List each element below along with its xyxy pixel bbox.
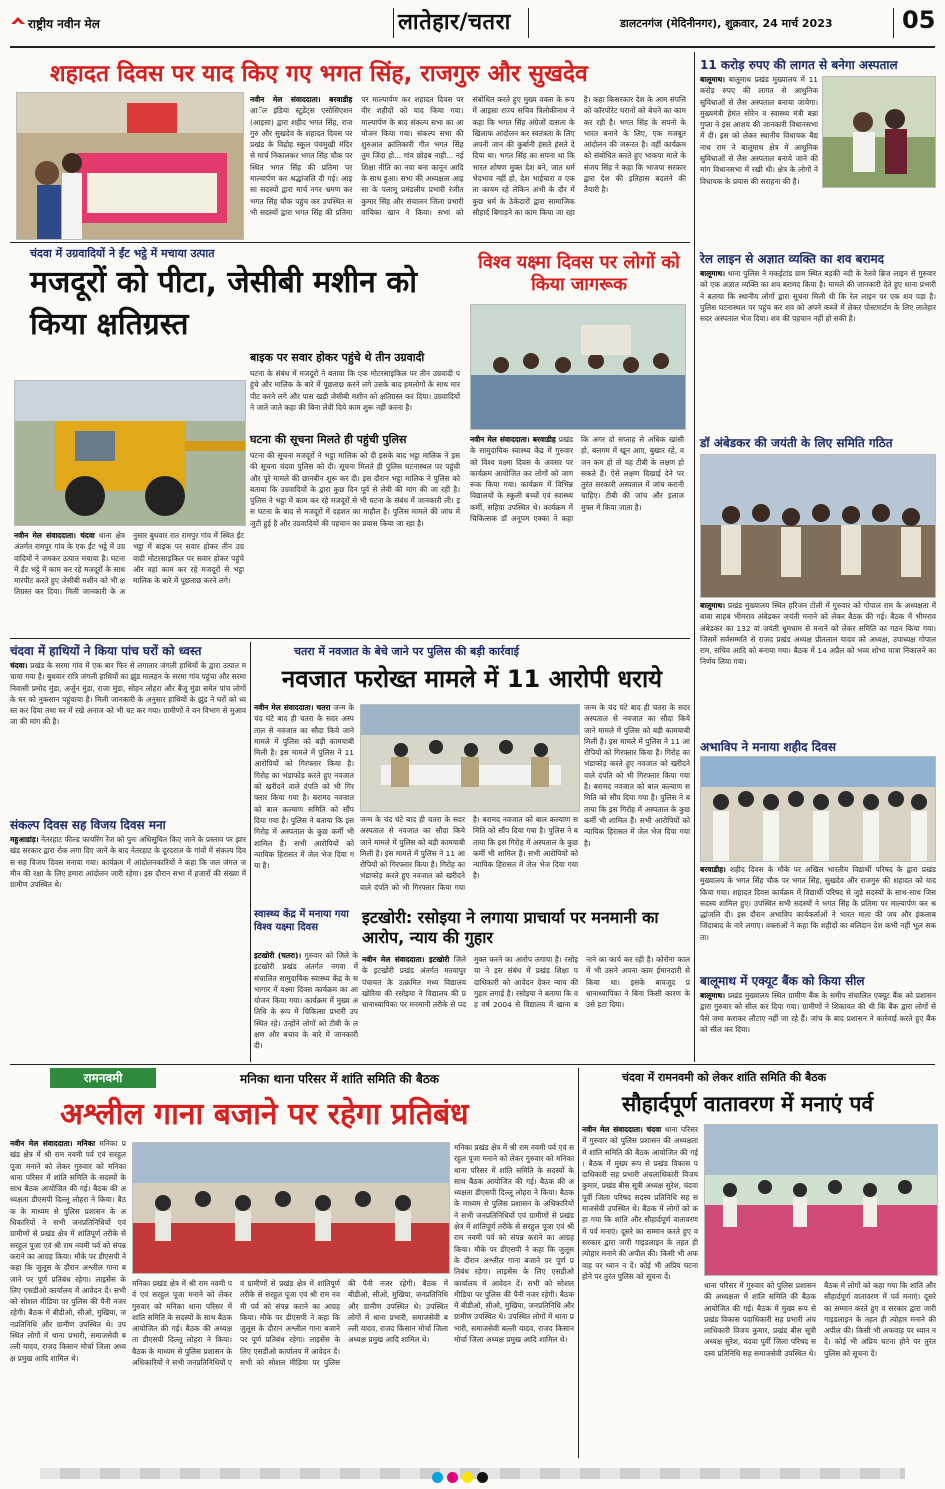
headline: डॉ अंबेडकर की जयंती के लिए समिति गठित: [700, 436, 893, 450]
headline: स्वास्थ्य केंद्र में मनाया गया विश्व यक्ष्मा दिवस: [254, 909, 349, 933]
news-photo: [14, 380, 246, 526]
article-body: नवीन मेल संवाददाता। चंदवा थाना परिसर में गुरुवार को पुलिस प्रशासन की अध्यक्षता में शांति समिति की बैठक आयोजित की गई। बैठक में मुख्य रूप से प्रखंड विकास पदाधिकारी सह प्रभारी अंचलाधिकारी विजय कुमार, प्रखंड बीस सूत्री अध्यक्ष सुरेश, चंदवा पूर्वी जिला परिषद सदस्य प्रतिनिधि सह समाजसेवी उपस्थित थे। बैठक में लोगों को कहा गया कि शांति और सौहार्दपूर्ण वातावरण में पर्व मनाएं। दूसरे का सम्मान करते हुए व सरकार द्वारा जारी गाइडलाइन के तहत ही त्योहार मनाने की अपील की। किसी भी अफवाह पर ध्यान न दें। कोई भी अप्रिय घटना होने पर तुरंत पुलिस को सूचना दें।: [582, 1125, 698, 1281]
article-body: मनिका प्रखंड क्षेत्र में श्री राम नवमी पर्व एवं सरहुल पूजा मनाने को लेकर गुरुवार को मनिका थाना परिसर में शांति समिति के सदस्यों के साथ बैठक आयोजित की गई। बैठक की अध्यक्षता डीएसपी दिल्लू लोहरा ने किया। बैठक के माध्यम से पुलिस प्रशासन के अधिकारियों ने सभी जनप्रतिनिधियों एवं ग्रामीणों से प्रखंड क्षेत्र में शांतिपूर्ण तरीके से सरहुल पूजा एवं श्री राम नवमी पर्व को संपन्न कराने का आग्रह किया। मौके पर डीएसपी ने कहा कि जुलूस के दौरान अश्लील गाना बजाने पर पूर्ण प्रतिबंध रहेगा। लाइसेंस के लिए एसडीओ कार्यालय में आवेदन दें। सभी को सोशल मीडिया पर पुलिस की पैनी नजर रहेगी। बैठक में बीडीओ, सीओ, मुखिया, जनप्रतिनिधि और ग्रामीण उपस्थित थे। उपस्थित लोगों में थाना प्रभारी, समाजसेवी बल्ली यादव, राजद किसान मोर्चा जिला अध्यक्ष प्रमुख आदि शामिल थे।: [454, 1143, 574, 1345]
article-body: घटना की सूचना मजदूरों ने भट्ठा मालिक को दी इसके बाद भट्ठा मालिक ने इसकी सूचना चंदवा पुलिस को दी। सूचना मिलते ही पुलिस घटनास्थल पर पहुंची और पूरे मामले की छानबीन शुरू कर दी। इस दौरान भट्ठा मालिक ने पुलिस को बताया कि उग्रवादियों के द्वारा कुछ दिन पूर्व से लेवी की मांग की जा रही है। पुलिस ने भट्ठा में काम कर रहे मजदूरों से भी घटना के संबंध में जानकारी ली। इस घटना के बाद से मजदूरों में दहशत का माहौल है। पुलिस मामले की जांच में जुटी हुई है और उग्रवादियों की पहचान का प्रयास किया जा रहा है।: [250, 451, 460, 528]
article-body: चंदवा। प्रखंड के सरमा गांव में एक बार फिर से लगातार जंगली हाथियों के द्वारा उत्पात मचाया गया है। बुधवार रात्रि जंगली हाथियों का झुंड मालहन के सरमा गांव पहुंचा और सरमा निवासी प्रमोद मुंडा, अर्जुन मुंडा, राजा मुंडा, सोहन लोहरा और बैजू मुंडा समेत पांच लोगों के घर को नुकसान पहुंचाया है। मिली जानकारी के अनुसार हाथियों के झुंड ने घरों को ध्वस्त कर दिया तथा घर में रखे अनाज को भी चट कर गया। ग्रामीणों ने वन विभाग से मुआवजा की मांग की है।: [10, 661, 246, 727]
color-dots: [430, 1468, 520, 1479]
story-sankalp: [10, 816, 246, 1062]
article-body: थाना परिसर में गुरुवार को पुलिस प्रशासन की अध्यक्षता में शांति समिति की बैठक आयोजित की गई। बैठक में मुख्य रूप से प्रखंड विकास पदाधिकारी सह प्रभारी अंचलाधिकारी विजय कुमार, प्रखंड बीस सूत्री अध्यक्ष सुरेश, चंदवा पूर्वी जिला परिषद सदस्य प्रतिनिधि सह समाजसेवी उपस्थित थे। बैठक में लोगों को कहा गया कि शांति और सौहार्दपूर्ण वातावरण में पर्व मनाएं। दूसरे का सम्मान करते हुए व सरकार द्वारा जारी गाइडलाइन के तहत ही त्योहार मनाने की अपील की। किसी भी अफवाह पर ध्यान न दें। कोई भी अप्रिय घटना होने पर तुरंत पुलिस को सूचना दें।: [704, 1281, 936, 1358]
headline: इटखोरी: रसोइया ने लगाया प्राचार्या पर मनमानी का आरोप, न्याय की गुहार: [362, 908, 659, 947]
news-photo: [704, 1124, 938, 1276]
article-body: नवीन मेल संवाददाता। मनिका मनिका प्रखंड क्षेत्र में श्री राम नवमी पर्व एवं सरहुल पूजा मनाने को लेकर गुरुवार को मनिका थाना परिसर में शांति समिति के सदस्यों के साथ बैठक आयोजित की गई। बैठक की अध्यक्षता डीएसपी दिल्लू लोहरा ने किया। बैठक के माध्यम से पुलिस प्रशासन के अधिकारियों ने सभी जनप्रतिनिधियों एवं ग्रामीणों से प्रखंड क्षेत्र में शांतिपूर्ण तरीके से सरहुल पूजा एवं श्री राम नवमी पर्व को संपन्न कराने का आग्रह किया। मौके पर डीएसपी ने कहा कि जुलूस के दौरान अश्लील गाना बजाने पर पूर्ण प्रतिबंध रहेगा। लाइसेंस के लिए एसडीओ कार्यालय में आवेदन दें। सभी को सोशल मीडिया पर पुलिस की पैनी नजर रहेगी। बैठक में बीडीओ, सीओ, मुखिया, जनप्रतिनिधि और ग्रामीण उपस्थित थे। उपस्थित लोगों में थाना प्रभारी, समाजसेवी बल्ली यादव, राजद किसान मोर्चा जिला अध्यक्ष प्रमुख आदि शामिल थे।: [10, 1139, 126, 1363]
article-body: घटना के संबंध में मजदूरों ने बताया कि एक मोटरसाइकिल पर तीन उग्रवादी पहुंचे और मालिक के बारे में पूछताछ करने लगे उसके बाद हमलोगों के साथ मारपीट करने लगे और पास खड़ी जेसीबी मशीन को क्षतिग्रस्त कर दिया। उग्रवादियों ने जाते जाते कहा की बिना लेवी दिये काम शुरू नहीं करना है।: [250, 369, 460, 412]
news-photo: [700, 756, 936, 862]
article-body: नवीन मेल संवाददाता। बरवाडीह आॅल इंडिया स्टूडेंट्स एसोसिएशन (आइसा) द्वारा शहीद भगत सिंह, राजगुरु और सुखदेव के शहादत दिवस पर प्रखंड के विद्रोह स्कूल पंचमुखी मंदिर से मार्च निकालकर भगत सिंह चौक पर स्थित भगत सिंह की प्रतिमा पर माल्यार्पण कर श्रद्धांजलि दी गई। आइसा सदस्यों द्वारा मार्च नगर भ्रमण कर भगत सिंह चौक पहुंच कर उपस्थित सभी सदस्यों द्वारा भगत सिंह की प्रतिमा पर माल्यार्पण कर शहादत दिवस पर वीर शहीदों को याद किया गया। माल्यार्पण के बाद संकल्प सभा का आयोजन किया गया। संकल्प सभा की शुरुआत क्रांतिकारी गीत भगत सिंह तुम जिंदा हो... गांव छोड़ब नाही... नई शिक्षा नीति का नया बना कानून आदि के साथ हुआ। सभा की अध्यक्षता आइसा के पलामू प्रमंडलीय प्रभारी रंजीत कुमार सिंह और संचालन जिला प्रभारी वाचिका खान ने किया। सभा को संबोधित करते हुए मुख्य वक्ता के रूप में आइसा राज्य सचिव त्रिलोकीनाथ ने कहा कि भगत सिंह अंग्रेजों दासता के खिलाफ आंदोलन कर स्वतंत्रता के लिए अपनी जान की कुर्बानी हंसते हंसते दे दिया था। भगत सिंह का सपना था कि भारत शोषण मुक्त देश बने, जात धर्म भेदभाव नहीं हो, देश भाईचारा व एकता कायम रहे लेकिन अभी के दौर में कुछ धर्म के ठेकेदारों द्वारा सामाजिक सौहार्द बिगाड़ने का काम किया जा रहा है। कहा किसरकार देश के आम संपत्ति को कॉरपोरेट घरानों को बेचने का काम कर रही है। भगत सिंह के सपनो के भारत बनाने के लिए, एक मजबूत आंदोलन की जरूरत है। वहीं कार्यक्रम को संबोधित करते हुए भाकपा माले के संजय सिंह ने कहा कि भाजपा सरकार द्वारा देश की इतिहास बदलने की तैयारी है।: [250, 95, 686, 217]
headline: नवजात फरोख्त मामले में 11 आरोपी धराये: [281, 665, 663, 693]
story-bhagat-singh: [10, 56, 690, 242]
headline: मजदूरों को पीटा, जेसीबी मशीन को किया क्षतिग्रस्त: [30, 265, 418, 342]
headline: शहादत दिवस पर याद किए गए भगत सिंह, राजगुरु और सुखदेव: [50, 61, 588, 87]
news-photo: [132, 1142, 450, 1274]
story-cook: [362, 908, 690, 1062]
story-tb-day: [466, 246, 688, 636]
subkicker: मनिका थाना परिसर में शांति समिति की बैठक: [240, 1072, 440, 1086]
headline: बालूमाथ में एक्यूट बैंक को किया सील: [700, 974, 865, 988]
paper-name: राष्ट्रीय नवीन मेल: [28, 17, 100, 31]
headline: 11 करोड़ रुपए की लागत से बनेगा अस्पताल: [700, 58, 898, 72]
story-elephants: [10, 642, 246, 812]
news-photo: [360, 704, 580, 812]
dateline: डालटनगंज (मेदिनीनगर), शुक्रवार, 24 मार्च 2023: [620, 17, 833, 30]
news-photo: [822, 76, 936, 188]
story-ambedkar: [700, 434, 936, 734]
story-abvp: [700, 738, 936, 970]
story-bank-seal: [700, 972, 936, 1060]
article-body: बालूमाथ। बालूमाथ प्रखंड मुख्यालय में 11 करोड़ रुपए की लागत से आधुनिक सुविधाओं से लैस अस्पताल बनाया जायेगा। मुख्यमंत्री हेमंत सोरेन व स्वास्थ्य मंत्री बन्ना गुप्ता ने इस आशय की जानकारी विधानसभा में दी। इस को लेकर स्थानीय विधायक बैद्यनाथ राम ने बालूमाथ क्षेत्र में आधुनिक सुविधाओं से लैस अस्पताल बनाये जाने की मांग विधानसभा में रखी थी। क्षेत्र के लोगों ने विधायक के प्रयास की सराहना की है।: [700, 75, 818, 186]
story-chandwa-peace: [582, 1068, 936, 1458]
news-photo: [16, 92, 244, 240]
story-jcb: [10, 246, 462, 636]
article-body: बरवाडीह। शहीद दिवस के मौके पर अखिल भारतीय विद्यार्थी परिषद के द्वारा प्रखंड मुख्यालय के भगत सिंह चौक पर भगत सिंह, सुखदेव और राजगुरु की शहादत को याद किया गया। शहादत दिवस कार्यक्रम में विद्यार्थी परिषद से जुड़े सदस्यों के साथ-साथ जिस सदस्य शामिल हुए। उपस्थित सभी सदस्यों ने भगत सिंह के प्रतिमा पर माल्यार्पण कर श्रद्धांजलि दी। इस दौरान अभाविप कार्यकर्ताओं ने भारत माता की जय और इंकलाब जिंदाबाद के नारे लगाए। वक्ताओं ने कहा कि शहीदों का बलिदान देश कभी नहीं भूल सकता।: [700, 865, 936, 942]
story-hospital: [700, 56, 936, 246]
headline: विश्व यक्ष्मा दिवस पर लोगों को किया जागरूक: [478, 252, 680, 295]
kicker: चंदवा में रामनवमी को लेकर शांति समिति की बैठक: [622, 1071, 827, 1084]
article-body: नवीन मेल संवाददाता। चंदवा थाना क्षेत्र अंतर्गत रामपुर गांव के एक ईंट भट्ठे में उग्रवादियों ने जमकर उत्पात मचाया है। घटना में ईंट भट्ठे में काम कर रहे मजदूरों के साथ मारपीट करते हुए जेसीबी मशीन को भी क्षतिग्रस्त कर दिया। मिली जानकारी के अनुसार बुधवार रात रामपुर गांव में स्थित ईंट भट्ठा में बाइक पर सवार होकर तीन उग्रवादी मोटरसाइकिल पर सवार होकर पहुंचे और वहां काम कर रहे मजदूरों से भट्ठा मालिक के बारे में पूछताछ करने लगे।: [14, 531, 244, 597]
headline: सौहार्दपूर्ण वातावरण में मनाएं पर्व: [622, 1092, 874, 1116]
headline: अश्लील गाना बजाने पर रहेगा प्रतिबंध: [60, 1097, 469, 1132]
registration-marks: [0, 1464, 945, 1484]
paper-logo-icon: [10, 14, 26, 30]
story-rail-body: [700, 250, 936, 430]
article-body: महुआडांड़। नेतरहाट फील्ड फायरिंग रेंज को पुनः अधिसूचित किए जाने के प्रस्ताव पर झारखंड सरकार द्वारा रोक लगा दिए जाने के बाद नेतरहाट के दूरदराज के गांवों में संकल्प दिवस सह विजय दिवस मनाया गया। कार्यक्रम में आंदोलनकारियों ने कहा कि जल जंगल जमीन की रक्षा के लिए हमारा आंदोलन जारी रहेगा। इस दौरान सभा में हजारों की संख्या में ग्रामीण उपस्थित थे।: [10, 835, 246, 890]
headline: रेल लाइन से अज्ञात व्यक्ति का शव बरामद: [700, 252, 885, 266]
page-number: 05: [902, 6, 936, 34]
kicker: चतरा में नवजात के बेचे जाने पर पुलिस की बड़ी कार्रवाई: [294, 645, 520, 658]
article-body: जन्म के चंद घंटे बाद ही चतरा के सदर अस्पताल से नवजात का सौदा किये जाने मामले में पुलिस को बड़ी कामयाबी मिली है। इस मामले में पुलिस ने 11 आरोपियों को गिरफ्तार किया है। गिरोह का भंडाफोड़ करते हुए नवजात को खरीदने वाले दंपति को भी गिरफ्तार किया गया है। बरामद नवजात को बाल कल्याण समिति को सौंप दिया गया है। पुलिस ने बताया कि इस गिरोह में अस्पताल के कुछ कर्मी भी शामिल हैं। सभी आरोपियों को न्यायिक हिरासत में जेल भेज दिया गया है।: [584, 703, 690, 848]
article-body: नवीन मेल संवाददाता। चतरा जन्म के चंद घंटे बाद ही चतरा के सदर अस्पताल से नवजात का सौदा किये जाने मामले में पुलिस को बड़ी कामयाबी मिली है। इस मामले में पुलिस ने 11 आरोपियों को गिरफ्तार किया है। गिरोह का भंडाफोड़ करते हुए नवजात को खरीदने वाले दंपति को भी गिरफ्तार किया गया है। बरामद नवजात को बाल कल्याण समिति को सौंप दिया गया है। पुलिस ने बताया कि इस गिरोह में अस्पताल के कुछ कर्मी भी शामिल हैं। सभी आरोपियों को न्यायिक हिरासत में जेल भेज दिया गया है।: [254, 703, 354, 871]
article-body: जन्म के चंद घंटे बाद ही चतरा के सदर अस्पताल से नवजात का सौदा किये जाने मामले में पुलिस को बड़ी कामयाबी मिली है। इस मामले में पुलिस ने 11 आरोपियों को गिरफ्तार किया है। गिरोह का भंडाफोड़ करते हुए नवजात को खरीदने वाले दंपति को भी गिरफ्तार किया गया है। बरामद नवजात को बाल कल्याण समिति को सौंप दिया गया है। पुलिस ने बताया कि इस गिरोह में अस्पताल के कुछ कर्मी भी शामिल हैं। सभी आरोपियों को न्यायिक हिरासत में जेल भेज दिया गया है।: [360, 815, 578, 892]
article-body: नवीन मेल संवाददाता। बरवाडीह प्रखंड के सामुदायिक स्वास्थ्य केंद्र में गुरुवार को विश्व यक्ष्मा दिवस के अवसर पर कार्यक्रम आयोजित कर लोगों को जागरूक किया गया। कार्यक्रम में विभिन्न विद्यालयों के स्कूली बच्चों एवं स्वास्थ्य कर्मी, सहिया उपस्थित थे। कार्यक्रम में चिकित्सक डॉ अनूपम एक्का ने कहा कि अगर दो सप्ताह से अधिक खांसी हो, बलगम में खून आए, बुखार रहे, वजन कम हो तो यह टीबी के लक्षण हो सकते हैं। ऐसे लक्षण दिखाई देने पर तुरंत सरकारी अस्पताल में जांच करानी चाहिए। टीबी की जांच और इलाज मुफ्त में किया जाता है।: [470, 435, 684, 524]
headline: चंदवा में हाथियों ने किया पांच घरों को ध्वस्त: [10, 644, 202, 658]
story-manika: [10, 1068, 576, 1458]
story-newborn: [254, 644, 690, 906]
news-photo: [470, 304, 686, 430]
article-body: नवीन मेल संवाददाता। इटखोरी जिले के इटखोरी प्रखंड अंतर्गत मतवापुर पंचायत के उत्क्रमित मध्य विद्यालय खोरिया की रसोइया ने विद्यालय की प्रधानाध्यापिका पर मनमानी तरीके से पदमुक्त करने का आरोप लगाया है। रसोइया ने इस संबंध में प्रखंड शिक्षा पदाधिकारी को आवेदन देकर न्याय की गुहार लगाई है। रसोइया ने बताया कि वह वर्ष 2004 से विद्यालय में खाना बनाने का कार्य कर रही है। कोरोना काल में भी उसने अपना काम ईमानदारी से किया था। इसके बावजूद प्रधानाध्यापिका ने बिना किसी कारण के उसे हटा दिया।: [362, 955, 690, 1010]
article-body: बालूमाथ। प्रखंड मुख्यालय स्थित ग्रामीण बैंक के समीप संचालित एक्यूट बैंक को प्रशासन द्वारा गुरुवार को सील कर दिया गया। ग्रामीणों ने शिकायत की थी कि बैंक द्वारा लोगों से पैसे जमा कराकर लौटाए नहीं जा रहे हैं। जांच के बाद प्रशासन ने कार्रवाई करते हुए बैंक को सील कर दिया।: [700, 991, 936, 1034]
story-itkhori-health: [254, 908, 358, 1062]
article-body: इटखोरी (चतरा)। गुरुवार को जिले के इटखोरी प्रखंड अंतर्गत नगवा में संचालित सामुदायिक स्वास्थ्य केंद्र के सभागार में यक्ष्मा दिवस कार्यक्रम का आयोजन किया गया। कार्यक्रम में मुख्य अतिथि के रूप में चिकित्सा प्रभारी उपस्थित रहे। उन्होंने लोगों को टीबी के लक्षण और बचाव के बारे में जानकारी दी।: [254, 951, 358, 1051]
article-body: बालूमाथ। प्रखंड मुख्यालय स्थित हरिजन टोली में गुरुवार को गोपाल राम के अध्यक्षता में बाबा साहब भीमराव अंबेडकर जयंती मनाने को लेकर बैठक की गई। बैठक में भीमराव अंबेडकर का 132 वां जयंती धूमधाम से मनाने को लेकर समिति का गठन किया गया। जिसमें सर्वसम्मति से राजद प्रखंड अध्यक्ष प्रीतलाल यादव को अध्यक्ष, उपाध्यक्ष गोपाल राम, सचिव आदि को बनाया गया। बैठक में 14 अप्रैल को भव्य शोभा यात्रा निकालने का निर्णय लिया गया।: [700, 601, 936, 667]
subhead: बाइक पर सवार होकर पहुंचे थे तीन उग्रवादी: [250, 351, 425, 364]
news-photo: [700, 454, 936, 598]
section-name: लातेहार/चतरा: [398, 10, 511, 35]
kicker: चंदवा में उग्रवादियों ने ईंट भट्ठे में मचाया उत्पात: [30, 247, 215, 260]
masthead: [0, 0, 945, 50]
section-tag: रामनवमी: [50, 1068, 156, 1088]
headline: अभाविप ने मनाया शहीद दिवस: [700, 740, 836, 754]
headline: संकल्प दिवस सह विजय दिवस मना: [10, 818, 166, 832]
article-body: मनिका प्रखंड क्षेत्र में श्री राम नवमी पर्व एवं सरहुल पूजा मनाने को लेकर गुरुवार को मनिका थाना परिसर में शांति समिति के सदस्यों के साथ बैठक आयोजित की गई। बैठक की अध्यक्षता डीएसपी दिल्लू लोहरा ने किया। बैठक के माध्यम से पुलिस प्रशासन के अधिकारियों ने सभी जनप्रतिनिधियों एवं ग्रामीणों से प्रखंड क्षेत्र में शांतिपूर्ण तरीके से सरहुल पूजा एवं श्री राम नवमी पर्व को संपन्न कराने का आग्रह किया। मौके पर डीएसपी ने कहा कि जुलूस के दौरान अश्लील गाना बजाने पर पूर्ण प्रतिबंध रहेगा। लाइसेंस के लिए एसडीओ कार्यालय में आवेदन दें। सभी को सोशल मीडिया पर पुलिस की पैनी नजर रहेगी। बैठक में बीडीओ, सीओ, मुखिया, जनप्रतिनिधि और ग्रामीण उपस्थित थे। उपस्थित लोगों में थाना प्रभारी, समाजसेवी बल्ली यादव, राजद किसान मोर्चा जिला अध्यक्ष प्रमुख आदि शामिल थे।: [132, 1279, 448, 1368]
article-body: बालूमाथ। थाना पुलिस ने मकईटांड ग्राम स्थित बड़की नदी के रेलवे ब्रिज लाइन से गुरुवार को एक अज्ञात व्यक्ति का शव बरामद किया है। मामले की जानकारी देते हुए थाना प्रभारी ने बताया कि स्थानीय लोगों द्वारा सूचना मिली थी कि रेल लाइन पर एक शव पड़ा है। पुलिस घटनास्थल पर पहुंच कर शव को अपने कब्जे में लेकर पोस्टमार्टम के लिए लातेहार सदर अस्पताल भेज दिया। शव की पहचान नहीं हो सकी है।: [700, 269, 936, 324]
subhead: घटना की सूचना मिलते ही पहुंची पुलिस: [250, 433, 407, 446]
